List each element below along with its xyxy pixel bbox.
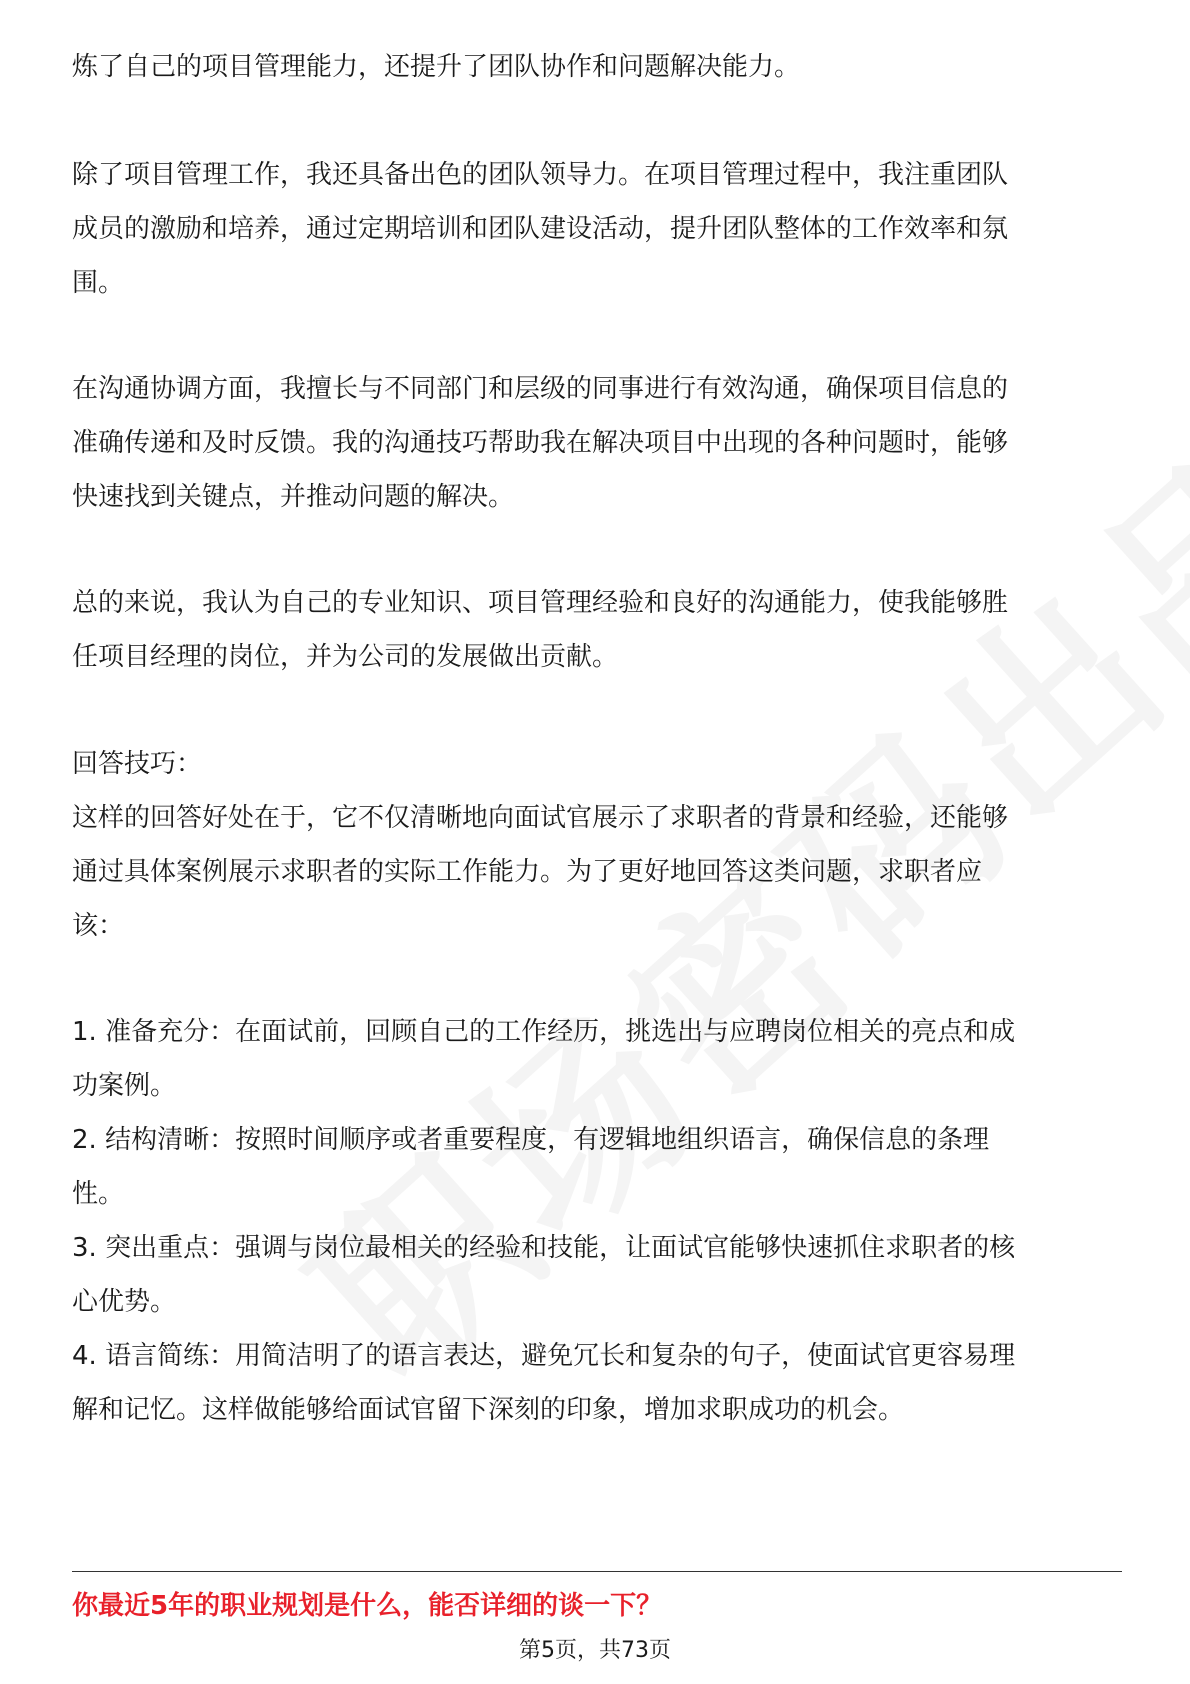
body-line: 这样的回答好处在于，它不仅清晰地向面试官展示了求职者的背景和经验，还能够 xyxy=(72,803,1009,833)
body-line: 除了项目管理工作，我还具备出色的团队领导力。在项目管理过程中，我注重团队 xyxy=(72,160,1009,190)
list-item: 3. 突出重点：强调与岗位最相关的经验和技能，让面试官能够快速抓住求职者的核 xyxy=(72,1233,1016,1263)
page-number: 第5页，共73页 xyxy=(519,1638,671,1663)
list-item: 4. 语言简练：用简洁明了的语言表达，避免冗长和复杂的句子，使面试官更容易理 xyxy=(72,1341,1016,1371)
body-line: 炼了自己的项目管理能力，还提升了团队协作和问题解决能力。 xyxy=(72,52,801,82)
next-question-heading: 你最近5年的职业规划是什么，能否详细的谈一下？ xyxy=(72,1591,663,1621)
list-item: 1. 准备充分：在面试前，回顾自己的工作经历，挑选出与应聘岗位相关的亮点和成 xyxy=(72,1017,1016,1047)
body-line: 总的来说，我认为自己的专业知识、项目管理经验和良好的沟通能力，使我能够胜 xyxy=(72,588,1009,618)
list-item-cont: 性。 xyxy=(72,1179,125,1209)
section-heading: 回答技巧： xyxy=(72,749,203,779)
body-line: 在沟通协调方面，我擅长与不同部门和层级的同事进行有效沟通，确保项目信息的 xyxy=(72,374,1009,404)
body-line: 任项目经理的岗位，并为公司的发展做出贡献。 xyxy=(72,642,619,672)
body-line: 围。 xyxy=(72,268,125,298)
list-item-cont: 心优势。 xyxy=(72,1287,177,1317)
body-line: 通过具体案例展示求职者的实际工作能力。为了更好地回答这类问题，求职者应 xyxy=(72,857,983,887)
list-item-cont: 功案例。 xyxy=(72,1071,177,1101)
divider xyxy=(72,1571,1122,1572)
body-line: 准确传递和及时反馈。我的沟通技巧帮助我在解决项目中出现的各种问题时，能够 xyxy=(72,428,1009,458)
list-item: 2. 结构清晰：按照时间顺序或者重要程度，有逻辑地组织语言，确保信息的条理 xyxy=(72,1125,990,1155)
list-item-cont: 解和记忆。这样做能够给面试官留下深刻的印象，增加求职成功的机会。 xyxy=(72,1395,905,1425)
watermark xyxy=(246,375,1190,1431)
body-line: 快速找到关键点，并推动问题的解决。 xyxy=(72,482,515,512)
body-line: 该： xyxy=(72,911,125,941)
body-line: 成员的激励和培养，通过定期培训和团队建设活动，提升团队整体的工作效率和氛 xyxy=(72,214,1009,244)
